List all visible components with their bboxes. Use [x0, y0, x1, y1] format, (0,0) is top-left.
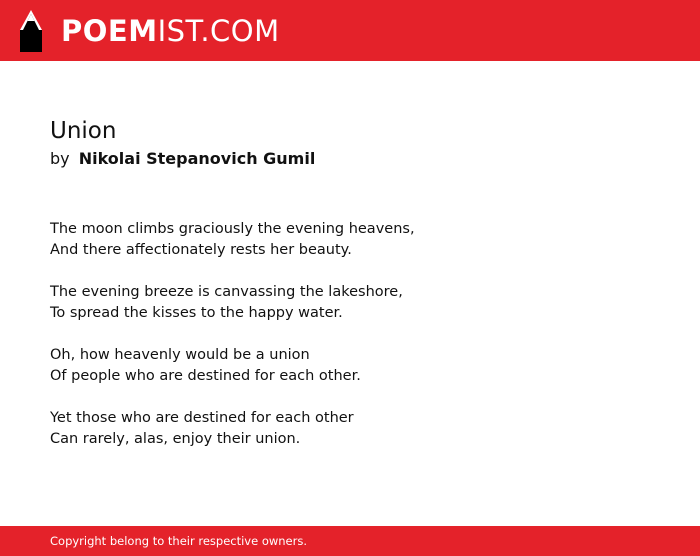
poem-line: Oh, how heavenly would be a union — [50, 347, 310, 363]
stanza-2 — [50, 282, 650, 324]
site-header — [0, 0, 700, 61]
poem-line: The evening breeze is canvassing the lakeshore, — [50, 284, 403, 300]
logo-bold-part: POEM — [61, 14, 158, 48]
poem-line: The moon climbs graciously the evening heavens, — [50, 221, 415, 237]
poem-line: To spread the kisses to the happy water. — [50, 305, 343, 321]
by-label: by — [50, 149, 70, 168]
poem-text — [50, 219, 650, 450]
author-name: Nikolai Stepanovich Gumil — [78, 149, 316, 168]
logo-light-part: IST.COM — [157, 14, 280, 48]
pencil-icon — [18, 10, 44, 52]
poem-content — [50, 116, 650, 471]
stanza-3 — [50, 345, 650, 387]
copyright-text: Copyright belong to their respective owners. — [50, 534, 308, 548]
poem-line: Yet those who are destined for each other — [50, 410, 354, 426]
stanza-1 — [50, 219, 650, 261]
poem-line: And there affectionately rests her beauty. — [50, 242, 352, 258]
logo-wordmark — [61, 10, 280, 52]
poem-title: Union — [50, 118, 117, 144]
site-logo-link[interactable] — [18, 10, 280, 52]
poem-byline — [50, 148, 650, 170]
site-footer — [0, 526, 700, 556]
poem-line: Of people who are destined for each other. — [50, 368, 361, 384]
poem-line: Can rarely, alas, enjoy their union. — [50, 431, 301, 447]
stanza-4 — [50, 408, 650, 450]
